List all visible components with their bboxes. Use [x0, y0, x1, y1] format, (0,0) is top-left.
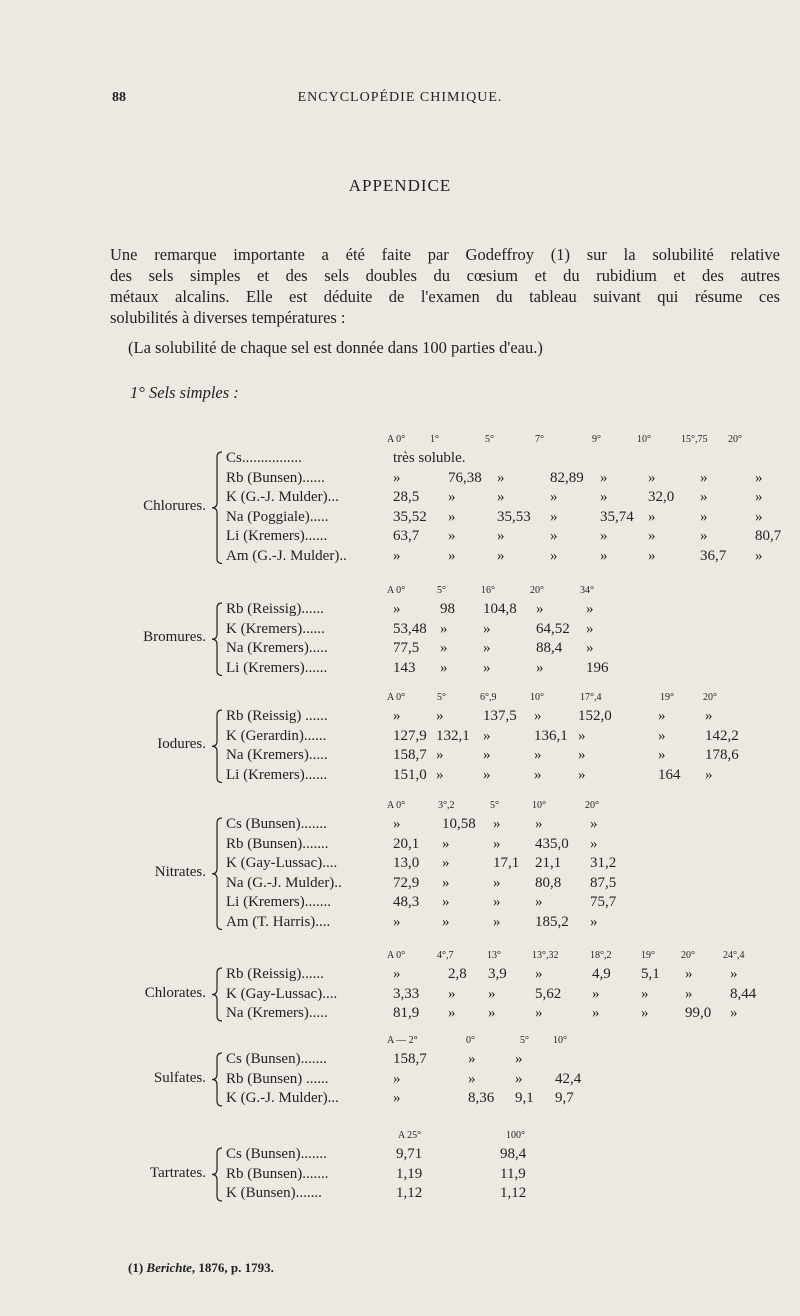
- salt-name: Na (Kremers).....: [226, 640, 328, 656]
- solubility-value: »: [393, 1090, 401, 1106]
- temperature-header: 4°,7: [437, 950, 454, 961]
- group-brace: [212, 1148, 226, 1201]
- table-row: [0, 855, 800, 873]
- solubility-value: 77,5: [393, 640, 420, 656]
- solubility-value: 178,6: [705, 747, 739, 763]
- table-row: [0, 660, 800, 678]
- solubility-value: »: [497, 547, 505, 564]
- temperature-header-row: [0, 434, 800, 448]
- solubility-value: »: [442, 894, 450, 910]
- solubility-value: 72,9: [393, 874, 420, 891]
- temperature-header: A 0°: [387, 585, 406, 596]
- temperature-header: 18°,2: [590, 950, 612, 961]
- solubility-value: »: [685, 985, 693, 1002]
- temperature-header: 5°: [485, 434, 494, 445]
- solubility-value: 82,89: [550, 469, 584, 486]
- group-brace: [212, 452, 226, 564]
- temperature-header: 5°: [520, 1035, 529, 1046]
- temperature-header: 7°: [535, 434, 544, 445]
- running-header: [0, 90, 800, 110]
- temperature-header: 100°: [506, 1130, 525, 1141]
- temperature-header: 9°: [592, 434, 601, 445]
- solubility-value: »: [442, 874, 450, 891]
- solubility-value: »: [393, 816, 401, 832]
- temperature-header-row: [0, 585, 800, 599]
- solubility-value: »: [483, 727, 491, 744]
- table-row: [0, 986, 800, 1004]
- solubility-value: »: [497, 489, 505, 505]
- solubility-value: 63,7: [393, 528, 420, 544]
- temperature-header-row: [0, 1130, 800, 1144]
- solubility-value: 80,8: [535, 874, 562, 891]
- solubility-value: 64,52: [536, 620, 570, 637]
- group-brace: [212, 603, 226, 676]
- temperature-header: 13°: [487, 950, 501, 961]
- solubility-value: »: [493, 894, 501, 910]
- solubility-value: »: [700, 528, 708, 544]
- intro-line: des sels simples et des sels doubles du cœsium et du rubidium et des autres: [110, 266, 780, 285]
- solubility-value: 1,12: [500, 1185, 527, 1201]
- salt-group-label: Bromures.: [143, 629, 206, 646]
- solubility-value: »: [755, 489, 763, 505]
- solubility-value: 36,7: [700, 547, 727, 564]
- solubility-value: 42,4: [555, 1070, 582, 1087]
- solubility-value: »: [705, 708, 713, 724]
- table-row: [0, 1146, 800, 1164]
- solubility-value: »: [488, 985, 496, 1002]
- solubility-value: »: [730, 966, 738, 982]
- solubility-value: »: [578, 727, 586, 744]
- solubility-value: 21,1: [535, 855, 562, 871]
- solubility-value: »: [550, 489, 558, 505]
- solubility-value: 9,71: [396, 1146, 423, 1162]
- solubility-value: 88,4: [536, 640, 563, 656]
- table-row: [0, 1185, 800, 1203]
- table-row: [0, 966, 800, 984]
- solubility-value: très soluble.: [393, 450, 466, 466]
- solubility-value: 35,74: [600, 508, 634, 525]
- solubility-value: 158,7: [393, 747, 427, 763]
- table-row: [0, 894, 800, 912]
- temperature-header: 20°: [681, 950, 695, 961]
- solubility-value: »: [493, 816, 501, 832]
- solubility-value: »: [586, 640, 594, 656]
- intro-line: Une remarque importante a été faite par Godeffroy (1) sur la solubilité relative: [110, 245, 780, 264]
- temperature-header: 19°: [641, 950, 655, 961]
- solubility-value: »: [658, 708, 666, 724]
- solubility-value: »: [536, 659, 544, 676]
- solubility-value: »: [534, 766, 542, 783]
- solubility-value: 151,0: [393, 766, 427, 783]
- solubility-value: 10,58: [442, 816, 476, 832]
- solubility-value: »: [641, 1005, 649, 1021]
- table-row: [0, 767, 800, 785]
- solubility-value: »: [448, 547, 456, 564]
- solubility-value: 8,36: [468, 1090, 495, 1106]
- temperature-header: 20°: [585, 800, 599, 811]
- temperature-header: 16°: [481, 585, 495, 596]
- solubility-value: »: [497, 528, 505, 544]
- solubility-value: »: [755, 547, 763, 564]
- salt-name: Am (T. Harris)....: [226, 913, 331, 930]
- table-row: [0, 1071, 800, 1089]
- solubility-value: »: [488, 1005, 496, 1021]
- solubility-value: »: [448, 489, 456, 505]
- solubility-value: »: [590, 913, 598, 930]
- table-row: [0, 1051, 800, 1069]
- salt-name: Na (Kremers).....: [226, 1005, 328, 1021]
- temperature-header: 1°: [430, 434, 439, 445]
- salt-name: Rb (Bunsen).......: [226, 835, 329, 852]
- salt-name: Cs (Bunsen).......: [226, 816, 327, 832]
- temperature-header-row: [0, 800, 800, 814]
- solubility-value: »: [534, 708, 542, 724]
- solubility-value: »: [534, 747, 542, 763]
- solubility-value: »: [440, 659, 448, 676]
- temperature-header: 15°,75: [681, 434, 708, 445]
- solubility-value: 127,9: [393, 727, 427, 744]
- solubility-value: 196: [586, 659, 609, 676]
- solubility-value: »: [440, 640, 448, 656]
- intro-paragraph: [110, 244, 780, 328]
- solubility-value: »: [648, 508, 656, 525]
- temperature-header: 24°,4: [723, 950, 745, 961]
- temperature-header-row: [0, 950, 800, 964]
- group-brace: [212, 968, 226, 1021]
- solubility-value: 13,0: [393, 855, 420, 871]
- solubility-value: 104,8: [483, 601, 517, 617]
- solubility-value: »: [755, 469, 763, 486]
- solubility-value: »: [442, 835, 450, 852]
- solubility-value: 76,38: [448, 469, 482, 486]
- solubility-value: »: [600, 547, 608, 564]
- intro-line: métaux alcalins. Elle est déduite de l'examen du tableau suivant qui résume ces: [110, 287, 780, 306]
- solubility-value: 35,53: [497, 508, 531, 525]
- solubility-value: »: [730, 1005, 738, 1021]
- salt-name: Li (Kremers)......: [226, 528, 328, 544]
- solubility-value: »: [468, 1070, 476, 1087]
- solubility-value: »: [700, 469, 708, 486]
- solubility-value: »: [483, 640, 491, 656]
- solubility-value: »: [436, 766, 444, 783]
- solubility-value: »: [590, 816, 598, 832]
- solubility-value: »: [493, 835, 501, 852]
- temperature-header: 19°: [660, 692, 674, 703]
- table-row: [0, 1090, 800, 1108]
- salt-name: Rb (Reissig)......: [226, 601, 324, 617]
- solubility-value: 75,7: [590, 894, 617, 910]
- solubility-value: »: [536, 601, 544, 617]
- temperature-header: 10°: [553, 1035, 567, 1046]
- temperature-header: 10°: [637, 434, 651, 445]
- solubility-value: »: [535, 894, 543, 910]
- temperature-header: 13°,32: [532, 950, 559, 961]
- solubility-value: »: [493, 913, 501, 930]
- solubility-value: »: [535, 816, 543, 832]
- solubility-value: »: [600, 489, 608, 505]
- salt-group-label: Nitrates.: [154, 863, 206, 880]
- table-row: [0, 836, 800, 854]
- solubility-value: »: [641, 985, 649, 1002]
- salt-name: Na (Poggiale).....: [226, 508, 329, 525]
- intro-line: solubilités à diverses températures :: [110, 308, 346, 327]
- salt-name: Li (Kremers)......: [226, 766, 328, 783]
- solubility-value: »: [705, 766, 713, 783]
- solubility-value: »: [436, 747, 444, 763]
- solubility-value: »: [493, 874, 501, 891]
- solubility-value: »: [648, 469, 656, 486]
- solubility-value: »: [578, 747, 586, 763]
- table-row: [0, 1005, 800, 1023]
- temperature-header: 0°: [466, 1035, 475, 1046]
- solubility-value: »: [515, 1070, 523, 1087]
- solubility-value: »: [448, 985, 456, 1002]
- table-row: [0, 747, 800, 765]
- solubility-value: »: [592, 985, 600, 1002]
- solubility-value: »: [658, 727, 666, 744]
- solubility-value: »: [393, 601, 401, 617]
- solubility-value: »: [393, 469, 401, 486]
- solubility-value: »: [468, 1051, 476, 1067]
- solubility-value: »: [550, 547, 558, 564]
- salt-group-label: Chlorates.: [144, 984, 206, 1001]
- temperature-header: 20°: [530, 585, 544, 596]
- solubility-value: 1,12: [396, 1185, 423, 1201]
- salt-name: Na (G.-J. Mulder)..: [226, 874, 342, 891]
- temperature-header: 34°: [580, 585, 594, 596]
- solubility-value: »: [600, 469, 608, 486]
- solubility-value: »: [393, 913, 401, 930]
- salt-name: K (Gay-Lussac)....: [226, 855, 338, 871]
- solubility-value: 32,0: [648, 489, 675, 505]
- solubility-value: »: [448, 508, 456, 525]
- group-brace: [212, 818, 226, 930]
- solubility-value: »: [648, 528, 656, 544]
- salt-name: Cs................: [226, 450, 302, 466]
- table-row: [0, 1166, 800, 1184]
- solubility-value: »: [483, 659, 491, 676]
- solubility-value: 80,7: [755, 528, 782, 544]
- section-title: APPENDICE: [348, 176, 452, 195]
- solubility-value: 9,1: [515, 1090, 534, 1106]
- table-row: [0, 528, 800, 546]
- salt-name: Rb (Bunsen) ......: [226, 1070, 329, 1087]
- solubility-value: »: [535, 966, 543, 982]
- salt-name: K (Gay-Lussac)....: [226, 985, 338, 1002]
- footnote-marker: (1): [128, 1260, 144, 1275]
- temperature-header: 5°: [437, 692, 446, 703]
- solubility-value: 5,1: [641, 966, 660, 982]
- solubility-value: 31,2: [590, 855, 617, 871]
- solubility-value: »: [448, 528, 456, 544]
- table-row: [0, 489, 800, 507]
- group-brace: [212, 1053, 226, 1106]
- salt-group-label: Chlorures.: [143, 497, 206, 514]
- salt-name: K (Gerardin)......: [226, 727, 327, 744]
- salt-name: K (Bunsen).......: [226, 1185, 322, 1201]
- salt-name: K (G.-J. Mulder)...: [226, 1090, 339, 1106]
- solubility-value: »: [550, 528, 558, 544]
- solubility-value: 11,9: [500, 1165, 526, 1182]
- solubility-value: »: [586, 601, 594, 617]
- table-row: [0, 450, 800, 468]
- solubility-value: »: [590, 835, 598, 852]
- solubility-value: »: [442, 855, 450, 871]
- solubility-value: 143: [393, 659, 416, 676]
- temperature-header: 10°: [532, 800, 546, 811]
- solubility-value: 28,5: [393, 489, 420, 505]
- solubility-value: 1,19: [396, 1165, 423, 1182]
- table-row: [0, 816, 800, 834]
- temperature-header: A — 2°: [387, 1035, 418, 1046]
- solubility-value: »: [483, 766, 491, 783]
- solubility-value: 2,8: [448, 966, 467, 982]
- solubility-value: »: [600, 528, 608, 544]
- solubility-value: »: [483, 620, 491, 637]
- temperature-header-row: [0, 692, 800, 706]
- solubility-value: 81,9: [393, 1005, 420, 1021]
- solubility-value: »: [442, 913, 450, 930]
- salt-name: Na (Kremers).....: [226, 747, 328, 763]
- footnote: [128, 1260, 274, 1276]
- table-row: [0, 601, 800, 619]
- table-row: [0, 470, 800, 488]
- temperature-header: A 0°: [387, 800, 406, 811]
- solubility-value: »: [393, 708, 401, 724]
- salt-group-label: Iodures.: [157, 736, 206, 753]
- footnote-source: Berichte: [146, 1260, 192, 1275]
- temperature-header: 3°,2: [438, 800, 455, 811]
- solubility-value: »: [685, 966, 693, 982]
- salt-group-label: Tartrates.: [149, 1164, 206, 1181]
- salt-name: Rb (Bunsen).......: [226, 1165, 329, 1182]
- group-brace: [212, 710, 226, 783]
- solubility-value: »: [586, 620, 594, 637]
- solubility-value: 3,33: [393, 985, 420, 1002]
- solubility-value: »: [393, 966, 401, 982]
- salt-name: Cs (Bunsen).......: [226, 1051, 327, 1067]
- solubility-value: 53,48: [393, 620, 427, 637]
- temperature-header-row: [0, 1035, 800, 1049]
- solubility-value: 17,1: [493, 855, 520, 871]
- solubility-value: 435,0: [535, 835, 569, 852]
- temperature-header: 17°,4: [580, 692, 602, 703]
- solubility-value: »: [515, 1051, 523, 1067]
- solubility-value: 99,0: [685, 1005, 712, 1021]
- solubility-value: 136,1: [534, 727, 568, 744]
- solubility-value: »: [440, 620, 448, 637]
- solubility-value: »: [648, 547, 656, 564]
- solubility-value: »: [700, 508, 708, 525]
- table-row: [0, 548, 800, 566]
- solubility-value: 5,62: [535, 985, 562, 1002]
- temperature-header: A 0°: [387, 434, 406, 445]
- solubility-value: 98,4: [500, 1146, 527, 1162]
- temperature-header: A 25°: [398, 1130, 422, 1141]
- temperature-header: 5°: [490, 800, 499, 811]
- salt-name: Li (Kremers).......: [226, 894, 331, 910]
- solubility-value: »: [393, 1070, 401, 1087]
- solubility-value: »: [578, 766, 586, 783]
- solubility-value: »: [483, 747, 491, 763]
- salt-name: Cs (Bunsen).......: [226, 1146, 327, 1162]
- temperature-header: A 0°: [387, 692, 406, 703]
- temperature-header: 10°: [530, 692, 544, 703]
- table-row: [0, 708, 800, 726]
- salt-name: K (Kremers)......: [226, 620, 325, 637]
- solubility-value: »: [535, 1005, 543, 1021]
- solubility-value: »: [550, 508, 558, 525]
- solubility-value: 4,9: [592, 966, 611, 982]
- table-row: [0, 621, 800, 639]
- solubility-value: 48,3: [393, 894, 420, 910]
- solubility-value: »: [393, 547, 401, 564]
- solubility-value: »: [448, 1005, 456, 1021]
- salt-name: Rb (Reissig)......: [226, 966, 324, 982]
- salt-group-label: Sulfates.: [153, 1069, 206, 1086]
- table-row: [0, 728, 800, 746]
- temperature-header: 6°,9: [480, 692, 497, 703]
- salt-name: Rb (Bunsen)......: [226, 469, 325, 486]
- solubility-value: »: [755, 508, 763, 525]
- solubility-value: 8,44: [730, 985, 757, 1002]
- solubility-value: 164: [658, 766, 681, 783]
- salt-name: Rb (Reissig) ......: [226, 708, 328, 724]
- solubility-note: (La solubilité de chaque sel est donnée dans 100 parties d'eau.): [128, 338, 543, 357]
- salt-name: Am (G.-J. Mulder)..: [226, 547, 347, 564]
- subheading: 1° Sels simples :: [130, 383, 239, 402]
- solubility-value: 20,1: [393, 835, 420, 852]
- solubility-value: 142,2: [705, 727, 739, 744]
- solubility-value: 3,9: [488, 966, 507, 982]
- salt-name: K (G.-J. Mulder)...: [226, 489, 339, 505]
- solubility-value: 152,0: [578, 708, 612, 724]
- temperature-header: 5°: [437, 585, 446, 596]
- solubility-value: 158,7: [393, 1051, 427, 1067]
- solubility-value: 137,5: [483, 708, 517, 724]
- solubility-value: »: [497, 469, 505, 486]
- solubility-value: 98: [440, 601, 455, 617]
- solubility-value: »: [436, 708, 444, 724]
- page-number: 88: [112, 90, 126, 105]
- table-row: [0, 640, 800, 658]
- solubility-value: 185,2: [535, 913, 569, 930]
- solubility-value: 9,7: [555, 1090, 574, 1106]
- temperature-header: A 0°: [387, 950, 406, 961]
- table-row: [0, 914, 800, 932]
- temperature-header: 20°: [728, 434, 742, 445]
- solubility-value: 132,1: [436, 727, 470, 744]
- solubility-value: »: [592, 1005, 600, 1021]
- solubility-value: 87,5: [590, 874, 617, 891]
- table-row: [0, 875, 800, 893]
- footnote-rest: , 1876, p. 1793.: [191, 1260, 274, 1275]
- running-title: ENCYCLOPÉDIE CHIMIQUE.: [297, 90, 503, 105]
- solubility-value: »: [700, 489, 708, 505]
- table-row: [0, 509, 800, 527]
- solubility-value: »: [658, 747, 666, 763]
- solubility-value: 35,52: [393, 508, 427, 525]
- temperature-header: 20°: [703, 692, 717, 703]
- salt-name: Li (Kremers)......: [226, 659, 328, 676]
